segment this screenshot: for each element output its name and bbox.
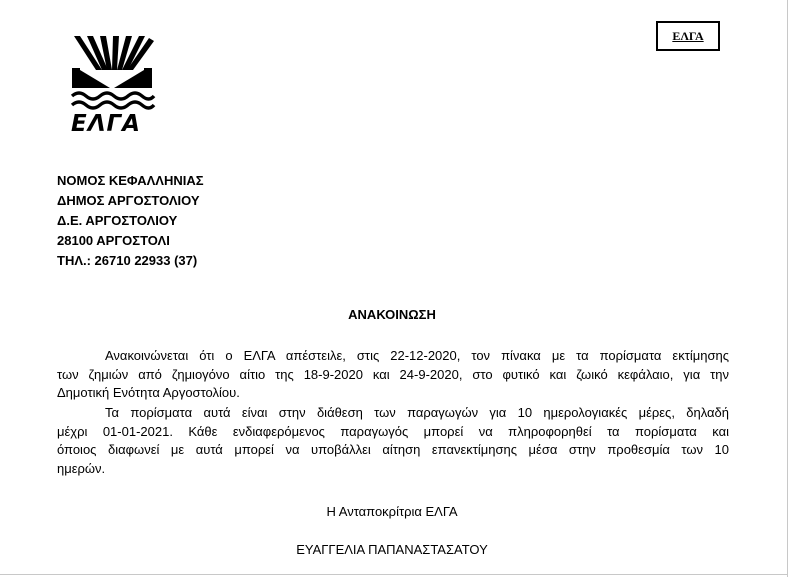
address-municipal-unit: Δ.Ε. ΑΡΓΟΣΤΟΛΙΟΥ	[57, 213, 178, 228]
elga-stamp-box	[656, 21, 720, 51]
paragraph-2-line-3: όποιος διαφωνεί με αυτά μπορεί να υποβάλλει αίτηση επανεκτίμησης μέσα στην προθεσμία των 10	[57, 442, 729, 457]
paragraph-2-line-1: Τα πορίσματα αυτά είναι στην διάθεση των παραγωγών για 10 ημερολογιακές μέρες, δηλαδή	[105, 405, 729, 420]
paragraph-1-line-1: Ανακοινώνεται ότι ο ΕΛΓΑ απέστειλε, στις 22-12-2020, τον πίνακα με τα πορίσματα εκτίμησης	[105, 348, 729, 363]
address-block	[57, 171, 204, 271]
elga-logo	[70, 34, 156, 132]
announcement-paragraph-1	[57, 347, 729, 403]
address-postal: 28100 ΑΡΓΟΣΤΟΛΙ	[57, 233, 170, 248]
signature-role: Η Ανταποκρίτρια ΕΛΓΑ	[326, 504, 458, 519]
address-municipality: ΔΗΜΟΣ ΑΡΓΟΣΤΟΛΙΟΥ	[57, 193, 200, 208]
elga-stamp-label: ΕΛΓΑ	[672, 28, 704, 43]
elga-logo-wordmark	[70, 110, 156, 134]
paragraph-2-line-4: ημερών.	[57, 460, 106, 476]
elga-logo-text: ΕΛΓΑ	[71, 111, 141, 134]
address-prefecture: ΝΟΜΟΣ ΚΕΦΑΛΛΗΝΙΑΣ	[57, 173, 204, 188]
paragraph-2-line-2: μέχρι 01-01-2021. Κάθε ενδιαφερόμενος παραγωγός μπορεί να πληροφορηθεί τα πορίσματα και	[57, 423, 729, 439]
announcement-title: ΑΝΑΚΟΙΝΩΣΗ	[348, 307, 436, 322]
page-edge-right	[787, 0, 788, 577]
address-phone: ΤΗΛ.: 26710 22933 (37)	[57, 253, 198, 268]
paragraph-1-line-2: των ζημιών από ζημιογόνο αίτιο της 18-9-2020 και 24-9-2020, στο φυτικό και ζωικό κεφάλαιο, για την	[57, 366, 729, 382]
page-edge-bottom	[0, 574, 788, 575]
paragraph-1-line-3: Δημοτική Ενότητα Αργοστολίου.	[57, 385, 240, 400]
signature-name: ΕΥΑΓΓΕΛΙΑ ΠΑΠΑΝΑΣΤΑΣΑΤΟΥ	[296, 542, 488, 557]
announcement-paragraph-2	[57, 404, 729, 478]
